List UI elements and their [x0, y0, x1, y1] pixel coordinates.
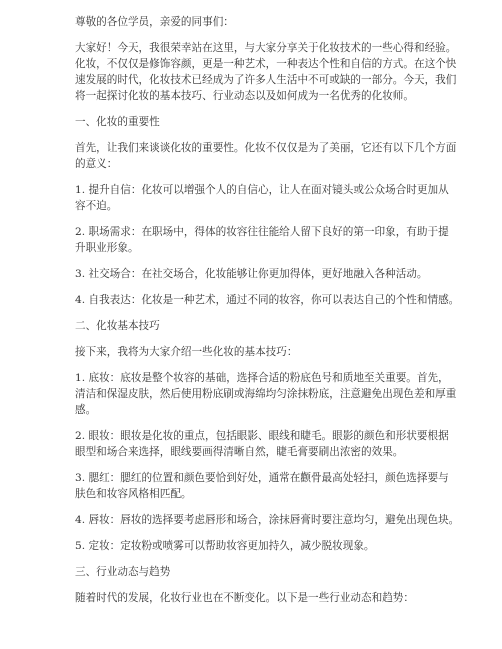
- list-item-line: 容不迫。: [75, 200, 118, 212]
- list-item-line: 3. 腮红：腮红的位置和颜色要恰到好处，通常在颧骨最高处轻扫，颜色选择要与: [75, 472, 449, 484]
- list-item: [75, 470, 449, 502]
- list-item-line: 1. 底妆：底妆是整个妆容的基础，选择合适的粉底色号和质地至关重要。首先，: [75, 372, 449, 384]
- list-item: [75, 370, 457, 418]
- section-intro-line: 的意义：: [75, 158, 118, 170]
- intro-line: 化妆，不仅仅是修饰容颜，更是一种艺术，一种表达个性和自信的方式。在这个快: [75, 58, 457, 70]
- section-intro-line: 首先，让我们来谈谈化妆的重要性。化妆不仅仅是为了美丽，它还有以下几个方面: [75, 142, 457, 154]
- list-item-line: 清洁和保湿皮肤，然后使用粉底刷或海绵均匀涂抹粉底，注意避免出现色差和厚重: [75, 388, 457, 400]
- section-intro: [75, 140, 457, 172]
- list-item-line: 4. 唇妆：唇妆的选择要考虑唇形和场合，涂抹唇膏时要注意均匀，避免出现色块。: [75, 514, 460, 526]
- list-item-line: 升职业形象。: [75, 242, 139, 254]
- list-item-line: 3. 社交场合：在社交场合，化妆能够让你更加得体，更好地融入各种活动。: [75, 268, 428, 280]
- list-item-line: 5. 定妆：定妆粉或喷雾可以帮助妆容更加持久，减少脱妆现象。: [75, 540, 375, 552]
- list-item: [75, 182, 449, 214]
- list-item-line: 眼型和场合来选择，眼线要画得清晰自然，睫毛膏要刷出浓密的效果。: [75, 446, 404, 458]
- list-item: [75, 266, 435, 282]
- list-item-line: 4. 自我表达：化妆是一种艺术，通过不同的妆容，你可以表达自己的个性和情感。: [75, 294, 460, 306]
- list-item: [75, 224, 449, 256]
- section-intro: 随着时代的发展，化妆行业也在不断变化。以下是一些行业动态和趋势：: [75, 592, 414, 604]
- section-intro: 接下来，我将为大家介绍一些化妆的基本技巧：: [75, 346, 298, 358]
- list-item-line: 1. 提升自信：化妆可以增强个人的自信心，让人在面对镜头或公众场合时更加从: [75, 184, 449, 196]
- intro-line: 将一起探讨化妆的基本技巧、行业动态以及如何成为一名优秀的化妆师。: [75, 90, 414, 102]
- intro-line: 速发展的时代，化妆技术已经成为了许多人生活中不可或缺的一部分。今天，我们: [75, 74, 457, 86]
- list-item-line: 肤色和妆容风格相匹配。: [75, 488, 192, 500]
- section-heading: 二、化妆基本技巧: [75, 320, 160, 332]
- list-item: [75, 292, 460, 308]
- document-body: [75, 14, 460, 616]
- section-heading: 三、行业动态与趋势: [75, 566, 171, 578]
- list-item: [75, 428, 449, 460]
- list-item-line: 感。: [75, 404, 97, 416]
- intro-paragraph: [75, 40, 457, 104]
- list-item-line: 2. 职场需求：在职场中，得体的妆容往往能给人留下良好的第一印象，有助于提: [75, 226, 449, 238]
- list-item-line: 2. 眼妆：眼妆是化妆的重点，包括眼影、眼线和睫毛。眼影的颜色和形状要根据: [75, 430, 449, 442]
- list-item: [75, 538, 435, 554]
- list-item: [75, 512, 460, 528]
- section-heading: 一、化妆的重要性: [75, 116, 160, 128]
- intro-line: 大家好！今天，我很荣幸站在这里，与大家分享关于化妆技术的一些心得和经验。: [75, 42, 457, 54]
- greeting: 尊敬的各位学员，亲爱的同事们：: [75, 16, 234, 28]
